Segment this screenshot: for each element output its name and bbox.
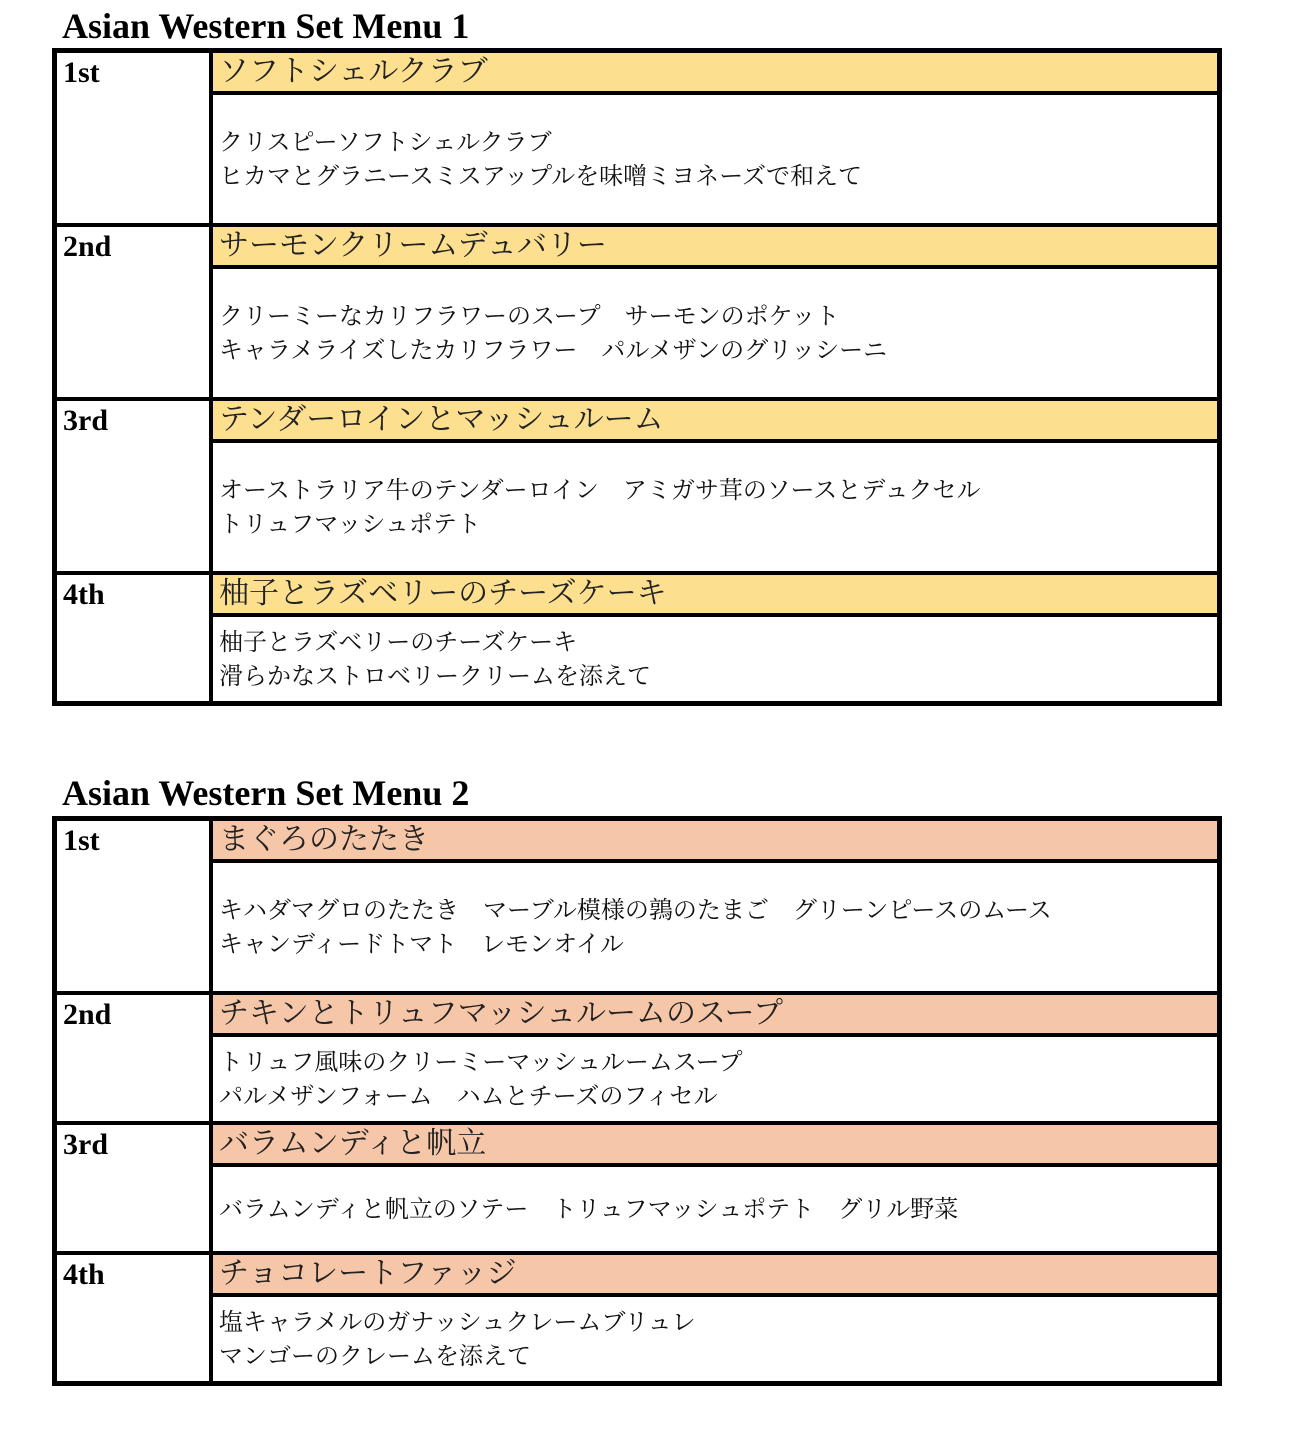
- dish-name: チキンとトリュフマッシュルームのスープ: [211, 993, 1220, 1035]
- description-line: オーストラリア牛のテンダーロイン アミガサ茸のソースとデュクセル: [219, 476, 981, 504]
- menu-2-table: [52, 816, 1222, 1386]
- description-line: マンゴーのクレームを添えて: [219, 1342, 531, 1370]
- dish-name: ソフトシェルクラブ: [211, 51, 1220, 94]
- description-line: キハダマグロのたたき マーブル模様の鶉のたまご グリーンピースのムース: [219, 896, 1052, 924]
- dish-description: [211, 1035, 1220, 1123]
- description-line: トリュフマッシュポテト: [219, 510, 481, 538]
- menu-1-table: [52, 48, 1222, 706]
- dish-description: [211, 1165, 1220, 1253]
- course-label: 3rd: [55, 399, 212, 573]
- description-line: 滑らかなストロベリークリームを添えて: [219, 662, 651, 690]
- course-label: 2nd: [55, 225, 212, 399]
- dish-description: [211, 615, 1220, 704]
- dish-name: まぐろのたたき: [211, 819, 1220, 862]
- description-line: 塩キャラメルのガナッシュクレームブリュレ: [219, 1308, 696, 1336]
- description-line: クリスピーソフトシェルクラブ: [219, 128, 552, 156]
- course-label: 1st: [55, 51, 212, 226]
- description-line: キャンディードトマト レモンオイル: [219, 930, 624, 958]
- description-line: バラムンディと帆立のソテー トリュフマッシュポテト グリル野菜: [219, 1195, 959, 1223]
- description-line: クリーミーなカリフラワーのスープ サーモンのポケット: [219, 302, 840, 330]
- dish-description: [211, 861, 1220, 993]
- description-line: キャラメライズしたカリフラワー パルメザンのグリッシーニ: [219, 336, 888, 364]
- course-row-1st: [55, 819, 1220, 862]
- dish-description: [211, 441, 1220, 573]
- description-line: ヒカマとグラニースミスアップルを味噌ミヨネーズで和えて: [219, 162, 862, 190]
- dish-name: サーモンクリームデュバリー: [211, 225, 1220, 267]
- dish-description: [211, 1295, 1220, 1384]
- course-row-3rd: [55, 399, 1220, 441]
- dish-name: 柚子とラズベリーのチーズケーキ: [211, 573, 1220, 615]
- course-label: 1st: [55, 819, 212, 994]
- dish-name: テンダーロインとマッシュルーム: [211, 399, 1220, 441]
- course-label: 2nd: [55, 993, 212, 1123]
- description-line: トリュフ風味のクリーミーマッシュルームスープ: [219, 1048, 743, 1076]
- menu-2-title: Asian Western Set Menu 2: [62, 773, 470, 813]
- course-label: 4th: [55, 573, 212, 704]
- course-row-3rd: [55, 1123, 1220, 1165]
- course-row-2nd: [55, 993, 1220, 1035]
- description-line: パルメザンフォーム ハムとチーズのフィセル: [219, 1082, 718, 1110]
- course-row-2nd: [55, 225, 1220, 267]
- course-label: 3rd: [55, 1123, 212, 1253]
- description-line: 柚子とラズベリーのチーズケーキ: [219, 628, 578, 656]
- dish-name: チョコレートファッジ: [211, 1253, 1220, 1295]
- menu-1-title: Asian Western Set Menu 1: [62, 6, 470, 46]
- course-row-4th: [55, 1253, 1220, 1295]
- course-row-4th: [55, 573, 1220, 615]
- dish-description: [211, 93, 1220, 225]
- dish-name: バラムンディと帆立: [211, 1123, 1220, 1165]
- course-label: 4th: [55, 1253, 212, 1384]
- course-row-1st: [55, 51, 1220, 94]
- dish-description: [211, 267, 1220, 399]
